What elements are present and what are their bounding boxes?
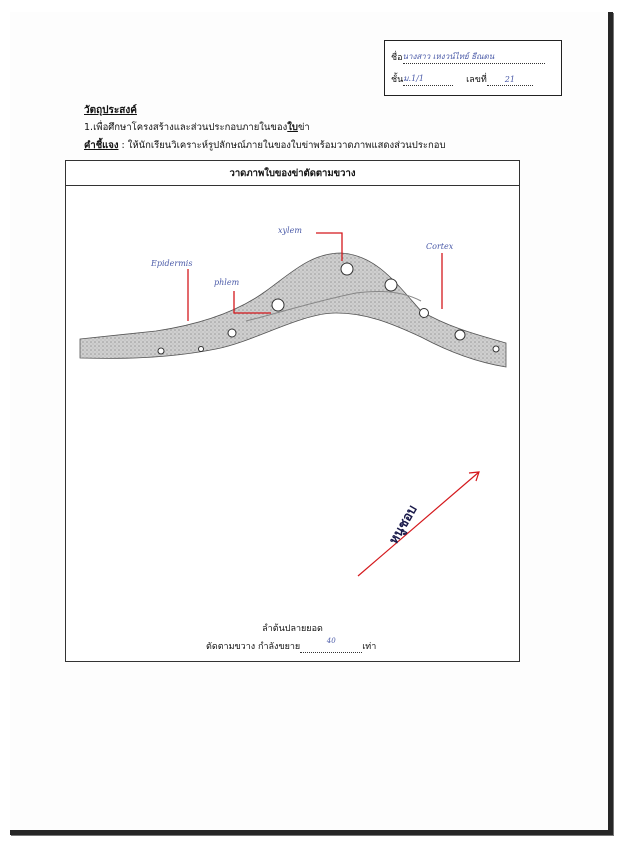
- objective-line-1-prefix: 1.เพื่อศึกษาโครงสร้างและส่วนประกอบภายในของ: [84, 122, 288, 133]
- instruction-text: : ให้นักเรียนวิเคราะห์รูปลักษณ์ภายในของใบข่าพร้อมวาดภาพแสดงส่วนประกอบ: [118, 140, 446, 151]
- caption-prefix: ตัดตามขวาง กำลังขยาย: [206, 642, 301, 652]
- instruction-line: [84, 138, 446, 153]
- objective-line-1-bold: ใบ: [287, 122, 298, 133]
- caption-line-2: [206, 639, 376, 653]
- drawing-frame: [65, 160, 520, 662]
- student-info-box: [384, 40, 562, 96]
- name-row: [391, 50, 545, 64]
- worksheet-page: [10, 12, 613, 835]
- objective-line-1-suffix: ข่า: [297, 122, 310, 133]
- label-phloem: phlem: [214, 278, 240, 287]
- signature-stroke: [358, 472, 479, 576]
- caption-line-1: ลำต้นปลายยอด: [262, 624, 323, 634]
- number-value: 21: [504, 75, 515, 84]
- label-xylem: xylem: [278, 226, 302, 235]
- leaf-cross-section-drawing: [66, 161, 519, 661]
- class-value: ม.1/1: [403, 74, 424, 83]
- instruction-label: คำชี้แจง: [84, 140, 119, 151]
- caption-suffix: เท่า: [362, 642, 377, 652]
- signature-text: หนูชอบ: [386, 502, 421, 547]
- name-value: นางสาว เหงวน์ไทย์ ธีณตน: [402, 52, 495, 61]
- signature-stamp: [358, 472, 479, 576]
- class-row: [391, 72, 533, 86]
- objective-line-1: [84, 120, 310, 135]
- label-epidermis: Epidermis: [151, 259, 193, 268]
- magnification-field: [300, 637, 362, 653]
- name-label: ชื่อ: [391, 53, 403, 63]
- class-label: ชั้น: [391, 75, 404, 85]
- frame-title: วาดภาพใบของข่าตัดตามขวาง: [229, 168, 356, 179]
- magnification-value: 40: [326, 637, 336, 645]
- number-label: เลขที่: [466, 75, 487, 85]
- label-cortex: Cortex: [426, 242, 454, 251]
- objective-heading: วัตถุประสงค์: [84, 105, 137, 116]
